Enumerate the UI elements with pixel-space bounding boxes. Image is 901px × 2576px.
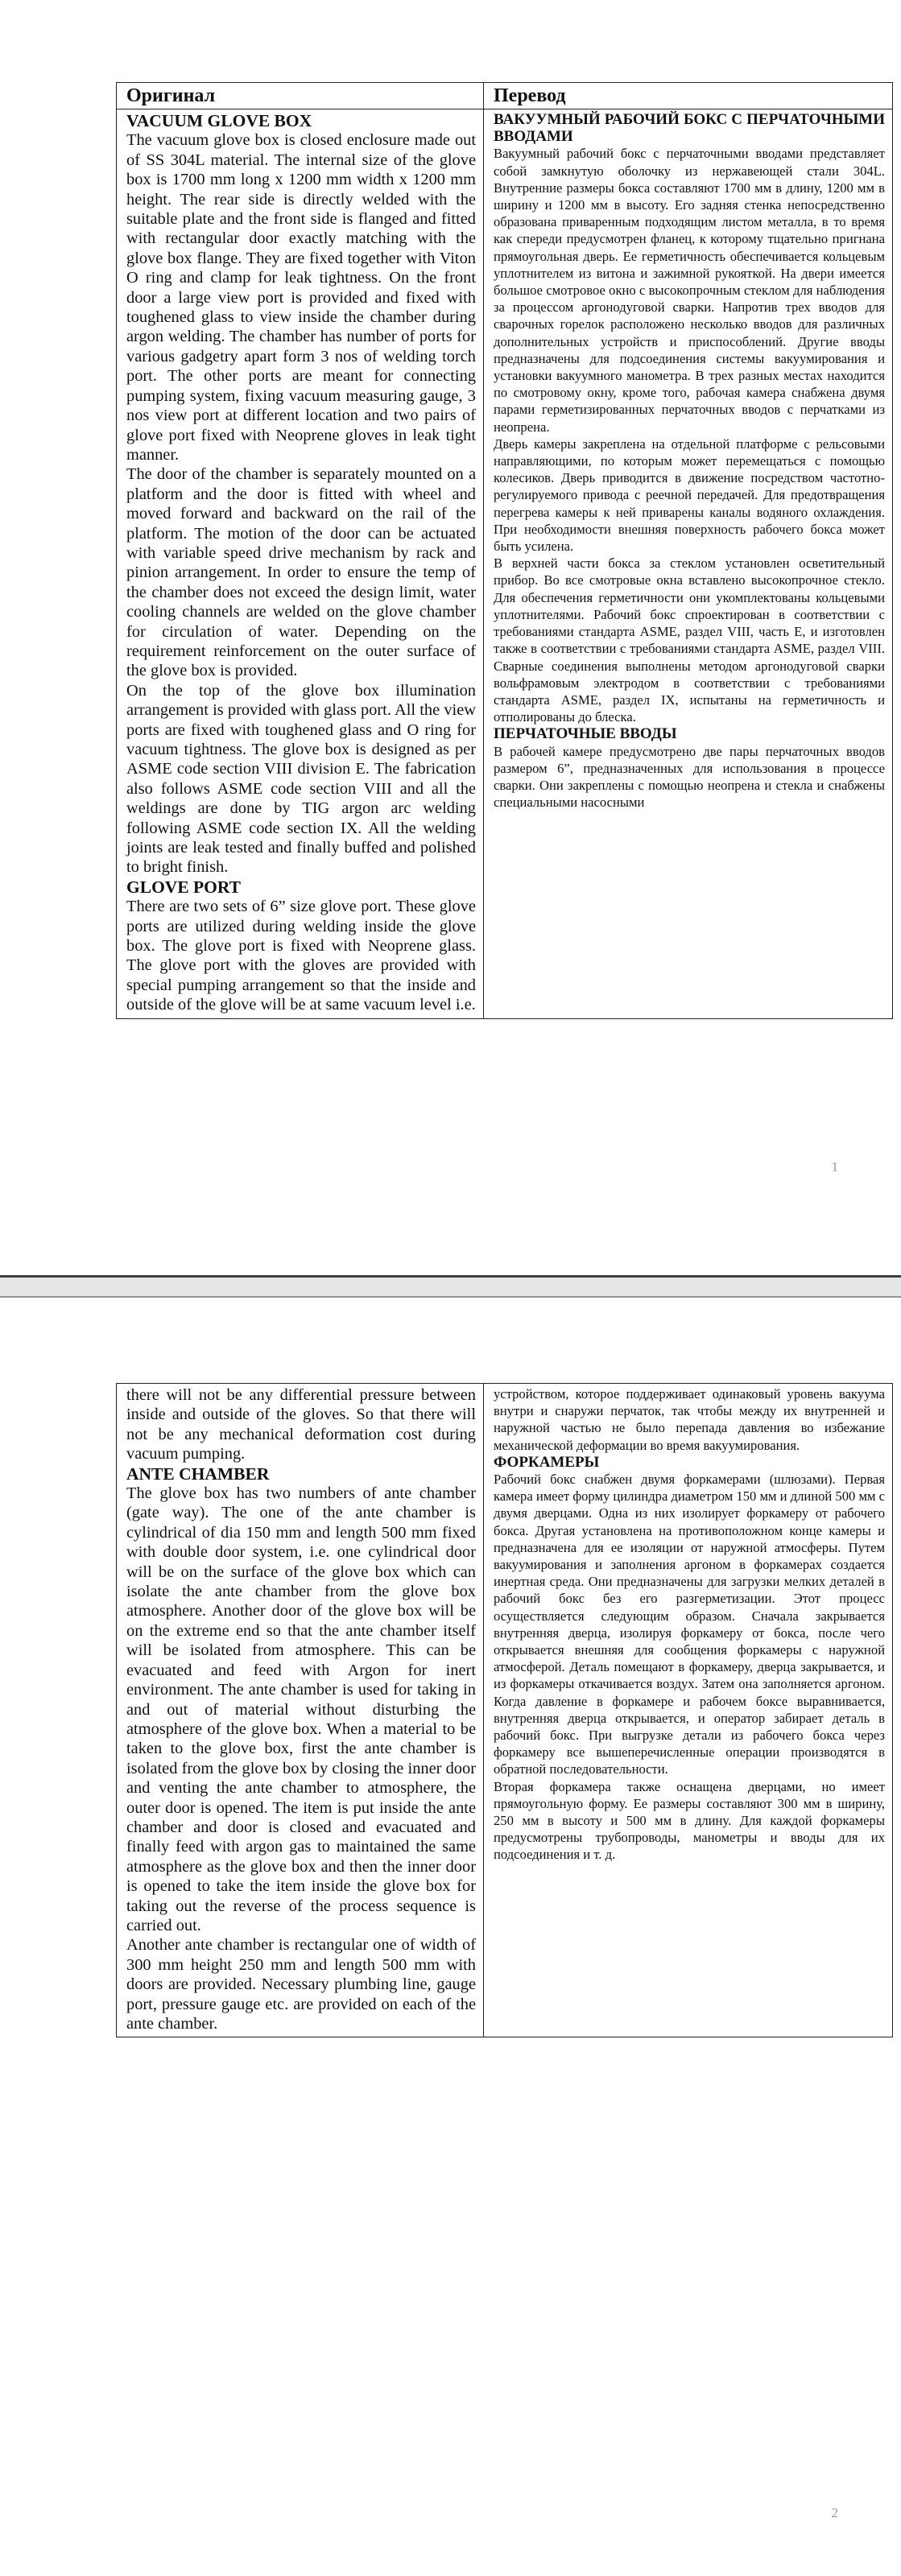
paragraph: устройством, которое поддерживает одинаковый уровень вакуума внутри и снаружи перчаток, так чтобы между их внутренней и наружной частью не было перепада давления во избежание механической деформации во время вакуумирования. [494,1386,885,1453]
table-row [117,109,893,1019]
paragraph: The door of the chamber is separately mounted on a platform and the door is fitted with wheel and moved forward and backward on the rail of the platform. The motion of the door can be actuated with variable speed drive mechanism by rack and pinion arrangement. In order to ensure the temp of the chamber does not exceed the design limit, water cooling channels are welded on the glove chamber for circulation of water. Depending on the requirement reinforcement on the outer surface of the glove box is provided. [126,465,476,680]
paragraph: Another ante chamber is rectangular one of width of 300 mm height 250 mm and length 500 mm with doors are provided. Necessary plumbing line, gauge port, pressure gauge etc. are provided on each of the ante chamber. [126,1936,476,2033]
table-header-row [117,83,893,109]
paragraph: В верхней части бокса за стеклом установлен осветительный прибор. Во все смотровые окна вставлено высокопрочное стекло. Для обеспечения герметичности они укомплектованы кольцевыми уплотнителями. Рабочий бокс спроектирован в соответствии с требованиями стандарта ASME, раздел VIII, часть E, и изготовлен также в соответствии с требованиями стандарта ASME, раздел VIII. Сварные соединения выполнены методом аргонодуговой сварки вольфрамовым электродом в соответствии с требованиями стандарта ASME, раздел IX, испытаны на герметичность и отполированы до блеска. [494,555,885,725]
translation-text-cell [484,1384,893,2037]
original-text-cell [117,109,484,1019]
translation-table [116,1383,893,2037]
paragraph: Вторая форкамера также оснащена дверцами, но имеет прямоугольную форму. Ее размеры составляют 300 мм в ширину, 250 мм в высоту и 500 мм в длину. Для каждой форкамеры предусмотрены трубопроводы, манометры и вводы для их подсоединения и т. д. [494,1778,885,1863]
paragraph: Вакуумный рабочий бокс с перчаточными вводами представляет собой замкнутую оболочку из нержавеющей стали 304L. Внутренние размеры бокса составляют 1700 мм в длину, 1200 мм в ширину и 1200 мм в высоту. Его задняя стенка непосредственно образована приваренным подходящим листом металла, в то время как спереди предусмотрен фланец, к которому тщательно пригнана прямоугольная дверь. Ее герметичность обеспечивается кольцевым уплотнителем из витона и зажимной рукояткой. На двери имеется большое смотровое окно с высокопрочным стеклом для наблюдения за процессом аргонодуговой сварки. Напротив трех вводов для сварочных горелок расположено несколько вводов для различных дополнительных устройств и приспособлений. Другие вводы предназначены для подсоединения системы вакуумирования и установки вакуумного манометра. В трех разных местах находится по смотровому окну, кроме того, рабочая камера снабжена двумя парами герметизированных перчаточных вводов с перчатками из неопрена. [494,146,885,435]
page-number: 1 [831,1159,838,1174]
paragraph: В рабочей камере предусмотрено две пары перчаточных вводов размером 6”, предназначенных для использования в процессе сварки. Они закреплены с помощью неопрена и стекла и снабжены специальными насосными [494,743,885,811]
section-heading-glove-port-ru: ПЕРЧАТОЧНЫЕ ВВОДЫ [494,725,677,743]
document-page-1 [0,0,901,1275]
paragraph: The vacuum glove box is closed enclosure made out of SS 304L material. The internal size of the glove box is 1700 mm long x 1200 mm width x 1200 mm height. The rear side is directly welded with the suitable plate and the front side is flanged and fitted with rectangular door exactly matching with the glove box flange. They are fixed together with Viton O ring and clamp for leak tightness. On the front door a large view port is provided and fixed with toughened glass to view inside the chamber during argon welding. The chamber has number of ports for various gadgetry apart form 3 nos of welding torch port. The other ports are meant for connecting pumping system, fixing vacuum measuring gauge, 3 nos view port at different location and two pairs of glove port fixed with Neoprene gloves in leak tight manner. [126,131,476,464]
paragraph: On the top of the glove box illumination arrangement is provided with glass port. All the view ports are fixed with toughened glass and O ring for vacuum tightness. The glove box is designed as per ASME code section VIII division E. The fabrication also follows ASME code section VIII and all the weldings are done by TIG argon arc welding following ASME code section IX. All the welding joints are leak tested and finally buffed and polished to bright finish. [126,681,476,877]
section-heading-ante-chamber: ANTE CHAMBER [126,1463,270,1484]
page-separator [0,1275,901,1298]
section-heading-vacuum-glove-box-ru: ВАКУУМНЫЙ РАБОЧИЙ БОКС С ПЕРЧАТОЧНЫМИ ВВОДАМИ [494,111,885,146]
paragraph: Дверь камеры закреплена на отдельной платформе с рельсовыми направляющими, по которым может перемещаться с помощью колесиков. Дверь приводится в движение посредством частотно-регулируемого привода с реечной передачей. Для предотвращения перегрева камеры к ней приварены каналы водяного охлаждения. При необходимости внешняя поверхность рабочего бокса может быть усилена. [494,436,885,555]
paragraph: The glove box has two numbers of ante chamber (gate way). The one of the ante chamber is cylindrical of dia 150 mm and length 500 mm fixed with double door system, i.e. one cylindrical door will be on the surface of the glove box which can isolate the ante chamber from the glove box atmosphere. Another door of the glove box will be on the extreme end so that the ante chamber itself will be isolated from atmosphere. This can be evacuated and feed with Argon for inert environment. The ante chamber is used for taking in and out of material without disturbing the atmosphere of the glove box. When a material to be taken to the glove box, first the ante chamber is isolated from the glove box by closing the inner door and venting the ante chamber to atmosphere, the outer door is opened. The item is put inside the ante chamber and door is closed and evacuated and finally feed with argon gas to maintained the same atmosphere as the glove box and then the inner door is opened to take the item inside the glove box for taking out the reverse of the process sequence is carried out. [126,1484,476,1934]
translation-table [116,82,893,1019]
original-text-cell [117,1384,484,2037]
table-row [117,1384,893,2037]
document-page-2 [0,1298,901,2576]
column-header-original: Оригинал [117,83,484,109]
paragraph: There are two sets of 6” size glove port. These glove ports are utilized during welding inside the glove box. The glove port is fixed with Neoprene glass. The glove port with the gloves are provided with special pumping arrangement so that the inside and outside of the glove will be at same vacuum level i.e. [126,898,476,1014]
section-heading-vacuum-glove-box: VACUUM GLOVE BOX [126,111,312,130]
paragraph: there will not be any differential pressure between inside and outside of the gloves. So that there will not be any mechanical deformation cost during vacuum pumping. [126,1386,476,1463]
page-number: 2 [831,2505,838,2520]
section-heading-ante-chamber-ru: ФОРКАМЕРЫ [494,1453,600,1471]
column-header-translation: Перевод [484,83,893,109]
translation-text-cell [484,109,893,1019]
paragraph: Рабочий бокс снабжен двумя форкамерами (шлюзами). Первая камера имеет форму цилиндра диаметром 150 мм и длиной 500 мм с двумя дверцами. Одна из них изолирует форкамеру от рабочего бокса. Другая установлена на противоположном конце камеры и предназначена для ее изоляции от наружной атмосферы. Путем вакуумирования и заполнения аргоном в форкамерах создается инертная среда. Они предназначены для загрузки мелких деталей в рабочий бокс без его разгерметизации. Этот процесс осуществляется следующим образом. Сначала закрывается внутренняя дверца, изолируя форкамеру от бокса, после чего открывается внешняя для сообщения форкамеры с наружной атмосферой. Деталь помещают в форкамеру, дверца закрывается, и из форкамеры откачивается воздух. Затем она заполняется аргоном. Когда давление в форкамере и рабочем боксе выравнивается, внутренняя дверца открывается, и оператор забирает деталь в рабочий бокс. При выгрузке детали из рабочего бокса через форкамеру все вышеперечисленные операции производятся в обратной последовательности. [494,1472,885,1777]
section-heading-glove-port: GLOVE PORT [126,877,241,897]
